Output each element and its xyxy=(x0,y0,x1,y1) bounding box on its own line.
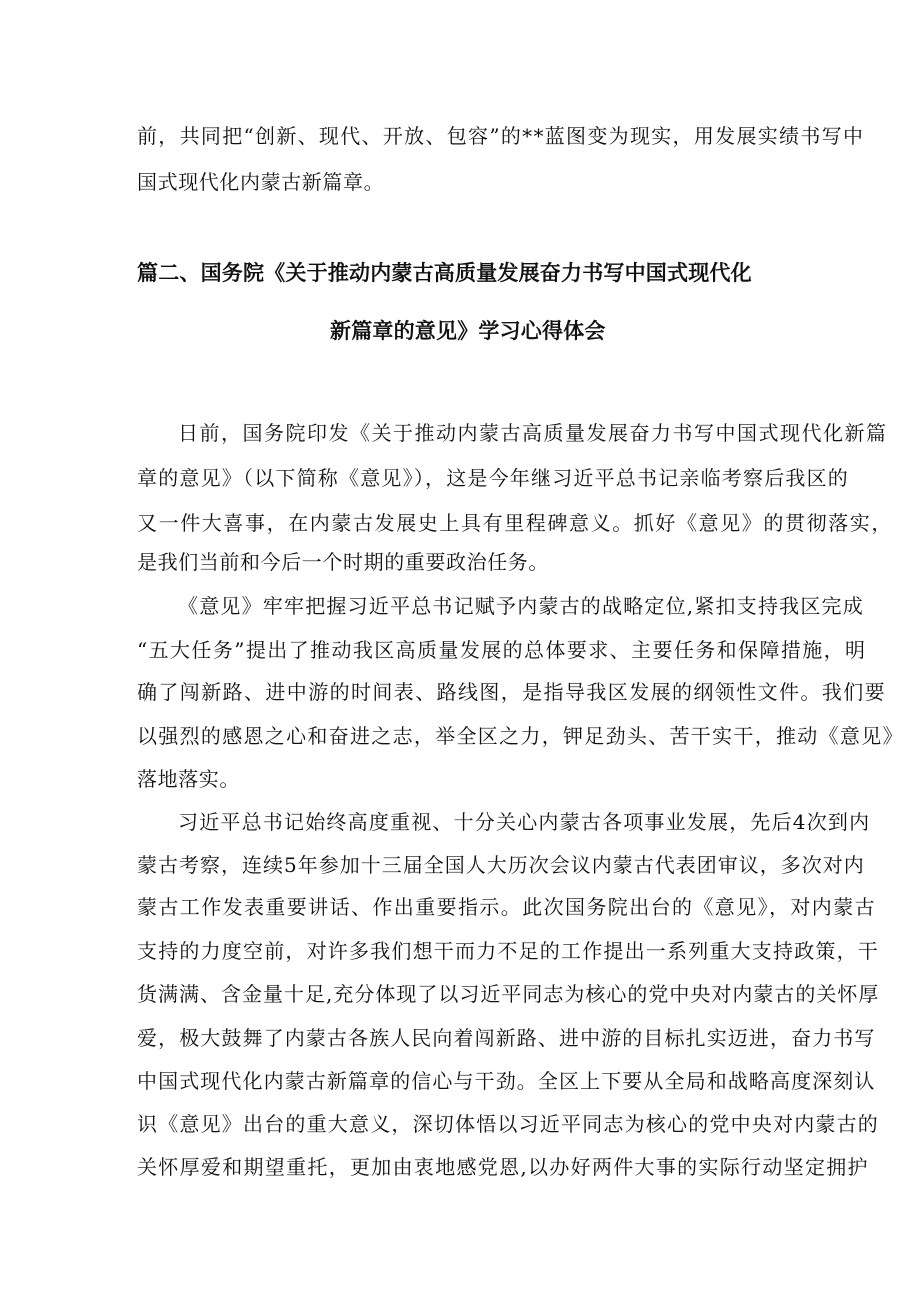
paragraph-2-line-5: 落地落实。 xyxy=(137,767,240,791)
paragraph-1-line-4: 是我们当前和今后一个时期的重要政治任务。 xyxy=(137,550,549,574)
paragraph-3-line-9: 关怀厚爱和期望重托，更加由衷地感党恩,以办好两件大事的实际行动坚定拥护 xyxy=(137,1155,869,1179)
section-title-line-1: 篇二、国务院《关于推动内蒙古高质量发展奋力书写中国式现代化 xyxy=(137,261,752,285)
continuation-line-1: 前，共同把“创新、现代、开放、包容”的**蓝图变为现实，用发展实绩书写中 xyxy=(137,124,865,148)
paragraph-1-line-1: 日前，国务院印发《关于推动内蒙古高质量发展奋力书写中国式现代化新篇 xyxy=(178,421,888,445)
paragraph-3-line-1: 习近平总书记始终高度重视、十分关心内蒙古各项事业发展，先后4次到内 xyxy=(178,810,871,834)
section-title-line-2: 新篇章的意见》学习心得体会 xyxy=(330,319,606,343)
paragraph-3-line-2: 蒙古考察，连续5年参加十三届全国人大历次会议内蒙古代表团审议，多次对内 xyxy=(137,853,865,877)
paragraph-2-line-1: 《意见》牢牢把握习近平总书记赋予内蒙古的战略定位,紧扣支持我区完成 xyxy=(178,594,864,618)
paragraph-3-line-6: 爱，极大鼓舞了内蒙古各族人民向着闯新路、进中游的目标扎实迈进，奋力书写 xyxy=(137,1026,876,1050)
paragraph-2-line-2: “五大任务”提出了推动我区高质量发展的总体要求、主要任务和保障措施，明 xyxy=(137,638,867,662)
paragraph-2-line-3: 确了闯新路、进中游的时间表、路线图，是指导我区发展的纲领性文件。我们要 xyxy=(137,680,886,704)
paragraph-1-line-2: 章的意见》（以下简称《意见》），这是今年继习近平总书记亲临考察后我区的 xyxy=(137,466,849,490)
continuation-line-2: 国式现代化内蒙古新篇章。 xyxy=(137,170,385,194)
paragraph-2-line-4: 以强烈的感恩之心和奋进之志，举全区之力，钾足劲头、苦干实干，推动《意见》 xyxy=(137,724,904,748)
paragraph-3-line-8: 识《意见》出台的重大意义，深切体悟以习近平同志为核心的党中央对内蒙古的 xyxy=(137,1112,879,1136)
paragraph-3-line-7: 中国式现代化内蒙古新篇章的信心与干劲。全区上下要从全局和战略高度深刻认 xyxy=(137,1069,876,1093)
paragraph-3-line-4: 支持的力度空前，对许多我们想干而力不足的工作提出一系列重大支持政策，干 xyxy=(137,939,879,963)
paragraph-1-line-3: 又一件大喜事，在内蒙古发展史上具有里程碑意义。抓好《意见》的贯彻落实， xyxy=(137,511,893,535)
paragraph-3-line-3: 蒙古工作发表重要讲话、作出重要指示。此次国务院出台的《意见》，对内蒙古 xyxy=(137,895,876,919)
paragraph-3-line-5: 货满满、含金量十足,充分体现了以习近平同志为核心的党中央对内蒙古的关怀厚 xyxy=(137,982,880,1006)
